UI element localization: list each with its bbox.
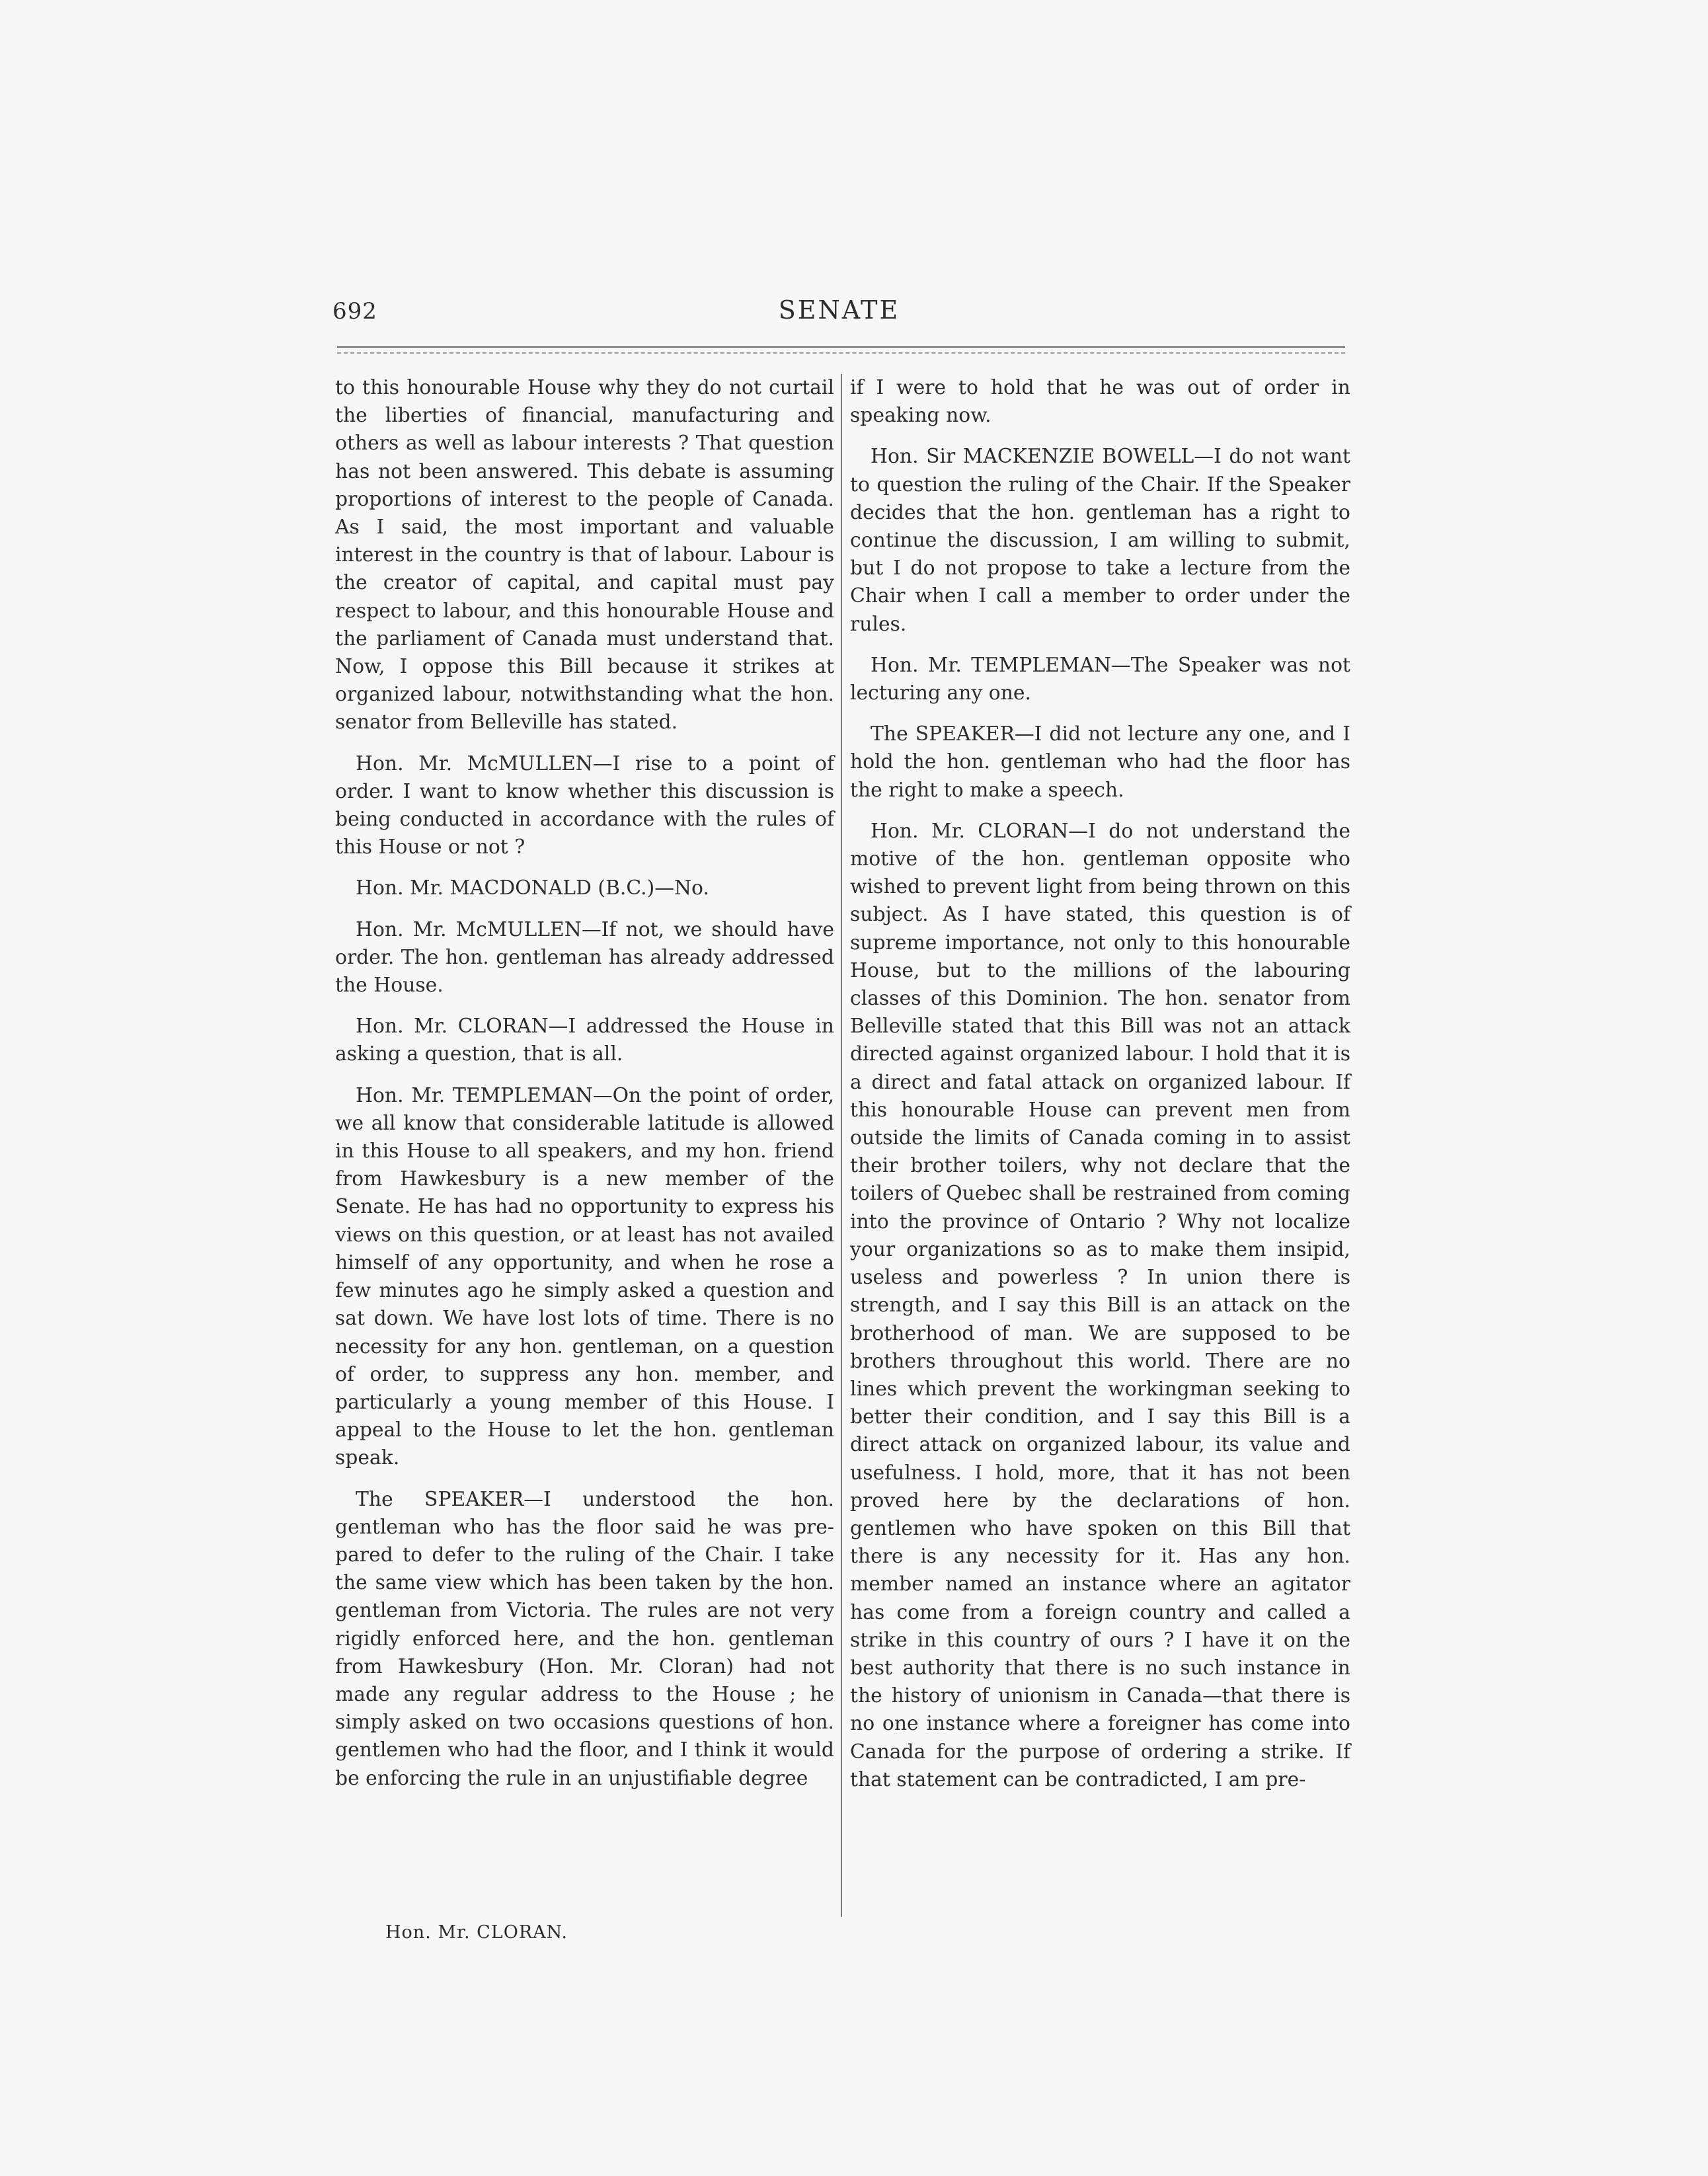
paragraph: Hon. Mr. TEMPLEMAN—The Speaker was not lecturing any one. bbox=[850, 653, 1350, 705]
column-divider bbox=[841, 374, 842, 1917]
paragraph: Hon. Mr. CLORAN—I addressed the House in asking a question, that is all. bbox=[335, 1015, 834, 1066]
page-header bbox=[332, 294, 1346, 334]
header-rule bbox=[337, 346, 1345, 348]
footer-speaker-name: Hon. Mr. CLORAN. bbox=[385, 1922, 568, 1943]
right-column bbox=[850, 374, 1350, 1807]
paragraph: The SPEAKER—I understood the hon. gentleman who has the floor said he was prepared to defer to the ruling of the Chair. I take the same view which has been taken by the hon. gentleman from Victoria. The rules are not very rigidly enforced here, and the hon. gentleman from Hawkesbury (Hon. Mr. Cloran) had not made any regular address to the House ; he simply asked on two occasions questions of hon. gentlemen who had the floor, and I think it would be enforcing the rule in an unjustifiable degree bbox=[335, 1487, 834, 1790]
running-head: SENATE bbox=[778, 295, 900, 325]
paragraph: to this honourable House why they do not curtail the liberties of financial, manufacturing and others as well as labour interests ? That question has not been answered. This debate is assuming proportions of interest to the people of Canada. As I said, the most important and valuable interest in the country is that of labour. Labour is the creator of capital, and capital must pay respect to labour, and this honourable House and the parliament of Canada must understand that. Now, I oppose this Bill because it strikes at organized labour, notwithstanding what the hon. senator from Belleville has stated. bbox=[335, 376, 834, 734]
paragraph: Hon. Mr. MACDONALD (B.C.)—No. bbox=[356, 876, 709, 900]
paragraph: Hon. Mr. TEMPLEMAN—On the point of order, we all know that considerable latitude is allowed in this House to all speakers, and my hon. friend from Hawkesbury is a new member of the Senate. He has had no opportunity to express his views on this question, or at least has not availed himself of any opportunity, and when he rose a few minutes ago he simply asked a question and sat down. We have lost lots of time. There is no necessity for any hon. gentleman, on a question of order, to suppress any hon. member, and particularly a young member of this House. I appeal to the House to let the hon. gentleman speak. bbox=[335, 1083, 834, 1470]
header-rule-secondary bbox=[337, 352, 1345, 354]
page-number: 692 bbox=[332, 298, 377, 325]
paragraph: The SPEAKER—I did not lecture any one, and I hold the hon. gentleman who had the floor has the right to make a speech. bbox=[850, 722, 1350, 802]
left-column bbox=[335, 374, 834, 1806]
paragraph: Hon. Mr. McMULLEN—If not, we should have order. The hon. gentleman has already addressed the House. bbox=[335, 917, 834, 997]
paragraph: Hon. Sir MACKENZIE BOWELL—I do not want to question the ruling of the Chair. If the Speaker decides that the hon. gentleman has a right to continue the discussion, I am willing to submit, but I do not propose to take a lecture from the Chair when I call a member to order under the rules. bbox=[850, 445, 1350, 636]
paragraph: Hon. Mr. CLORAN—I do not understand the motive of the hon. gentleman opposite who wished to prevent light from being thrown on this subject. As I have stated, this question is of supreme importance, not only to this honourable House, but to the millions of the labouring classes of this Dominion. The hon. senator from Belleville stated that this Bill was not an attack directed against organized labour. I hold that it is a direct and fatal attack on organized labour. If this honourable House can prevent men from outside the limits of Canada coming in to assist their brother toilers, why not declare that the toilers of Quebec shall be restrained from coming into the province of Ontario ? Why not localize your organizations so as to make them insipid, useless and powerless ? In union there is strength, and I say this Bill is an attack on the brotherhood of man. We are supposed to be brothers throughout this world. There are no lines which prevent the workingman seeking to better their condition, and I say this Bill is a direct attack on organized labour, its value and usefulness. I hold, more, that it has not been proved here by the declarations of hon. gentlemen who have spoken on this Bill that there is any necessity for it. Has any hon. member named an instance where an agitator has come from a foreign country and called a strike in this country of ours ? I have it on the best authority that there is no such instance in the history of unionism in Canada—that there is no one instance where a foreigner has come into Canada for the purpose of ordering a strike. If that statement can be contradicted, I am pre- bbox=[850, 819, 1350, 1791]
paragraph: Hon. Mr. McMULLEN—I rise to a point of order. I want to know whether this discussion is being conducted in accordance with the rules of this House or not ? bbox=[335, 752, 834, 859]
paragraph: if I were to hold that he was out of order in speaking now. bbox=[850, 376, 1350, 428]
